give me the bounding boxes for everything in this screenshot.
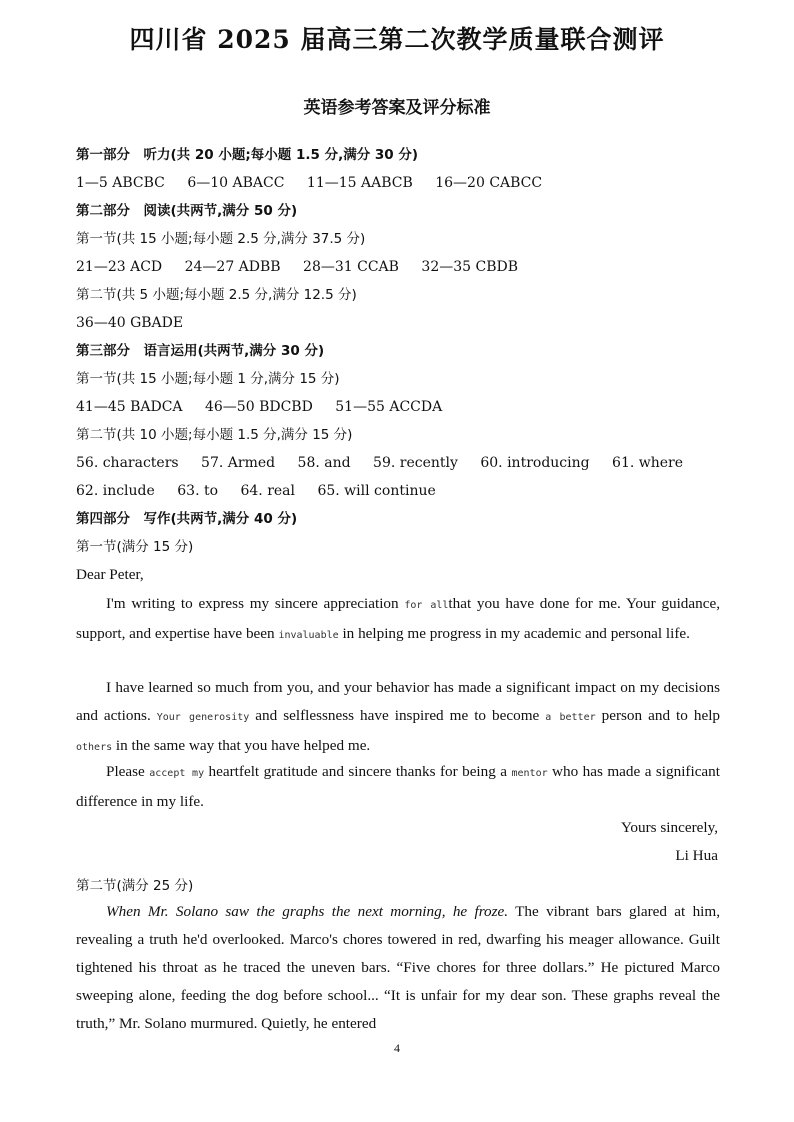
answer-item: 65. will continue xyxy=(317,483,436,499)
answer-group: 41—45 BADCA xyxy=(76,399,183,415)
part3-sec1-answers xyxy=(76,397,460,417)
text: and selflessness have inspired me to become xyxy=(249,707,546,724)
part3-sec1-header: 第一节(共 15 小题;每小题 1 分,满分 15 分) xyxy=(76,371,340,387)
answer-item: 57. Armed xyxy=(201,455,276,471)
text: in helping me progress in my academic and personal life. xyxy=(338,625,690,642)
handwritten-insert: Your generosity xyxy=(156,712,250,723)
part3-sec2-header: 第二节(共 10 小题;每小题 1.5 分,满分 15 分) xyxy=(76,427,353,443)
answer-item: 58. and xyxy=(297,455,351,471)
text: in the same way that you have helped me. xyxy=(112,737,371,754)
answer-group: 51—55 ACCDA xyxy=(335,399,443,415)
story-text: The vibrant bars glared at him, revealing a truth he'd overlooked. Marco's chores towered in red, dwarfing his meager allowance. Guilt tightened his throat as he traced the uneven bars. “Five chores for three dollars.” He pictured Marco sweeping alone, feeding the dog before school... “It is unfair for my dear son. These graphs reveal the truth,” Mr. Solano murmured. Quietly, he entered xyxy=(76,903,720,1032)
answer-group: 6—10 ABACC xyxy=(187,175,285,191)
letter-paragraph-1 xyxy=(76,590,720,650)
text: person and to help xyxy=(595,707,721,724)
answer-item: 59. recently xyxy=(373,455,458,471)
handwritten-insert: mentor xyxy=(511,768,548,779)
page-title: 四川省 2025 届高三第二次教学质量联合测评 xyxy=(129,25,665,54)
answer-item: 63. to xyxy=(177,483,219,499)
page-number: 4 xyxy=(394,1041,400,1055)
answer-item: 56. characters xyxy=(76,455,179,471)
handwritten-insert: a better xyxy=(545,712,596,723)
part1-answers xyxy=(76,173,560,193)
part3-sec2-row1 xyxy=(76,453,701,473)
text: I'm writing to express my sincere appreciation xyxy=(106,595,405,612)
answer-item: 60. introducing xyxy=(480,455,590,471)
answer-group: 16—20 CABCC xyxy=(435,175,543,191)
part2-sec2-header: 第二节(共 5 小题;每小题 2.5 分,满分 12.5 分) xyxy=(76,287,357,303)
part4-header: 第四部分 写作(共两节,满分 40 分) xyxy=(76,511,298,527)
letter-paragraph-3 xyxy=(76,758,720,816)
text: I have learned so much from you, and your behavior has made a significant impact on my decisions and actions. xyxy=(76,679,720,724)
text: that you have done for me. Your guidance, support, and expertise have been xyxy=(76,595,720,642)
answer-group: 46—50 BDCBD xyxy=(204,399,313,415)
part2-sec1-answers xyxy=(76,257,536,277)
answer-group: 11—15 AABCB xyxy=(306,175,413,191)
part4-sec2-header: 第二节(满分 25 分) xyxy=(76,878,194,894)
text: Please xyxy=(106,763,150,780)
answer-item: 62. include xyxy=(76,483,155,499)
part2-header: 第二部分 阅读(共两节,满分 50 分) xyxy=(76,203,298,219)
part3-sec2-row2 xyxy=(76,481,454,501)
text: who has made a significant difference in my life. xyxy=(76,763,720,810)
page-subtitle: 英语参考答案及评分标准 xyxy=(303,98,491,118)
handwritten-insert: accept my xyxy=(149,768,205,779)
part4-sec1-header: 第一节(满分 15 分) xyxy=(76,539,194,555)
letter-salutation: Dear Peter, xyxy=(76,566,144,583)
answer-group: 28—31 CCAB xyxy=(303,259,399,275)
answer-group: 21—23 ACD xyxy=(76,259,163,275)
letter-signature: Li Hua xyxy=(675,847,718,864)
answer-group: 24—27 ADBB xyxy=(184,259,281,275)
answer-item: 61. where xyxy=(612,455,684,471)
letter-paragraph-2 xyxy=(76,674,720,762)
answer-item: 64. real xyxy=(240,483,296,499)
part1-header: 第一部分 听力(共 20 小题;每小题 1.5 分,满分 30 分) xyxy=(76,147,419,163)
text: heartfelt gratitude and sincere thanks for being a xyxy=(204,763,512,780)
story-paragraph xyxy=(76,898,720,1038)
handwritten-insert: others xyxy=(76,742,113,753)
answer-group: 1—5 ABCBC xyxy=(76,175,165,191)
answer-group: 32—35 CBDB xyxy=(421,259,518,275)
story-opening: When Mr. Solano saw the graphs the next morning, he froze. xyxy=(106,903,509,920)
part3-header: 第三部分 语言运用(共两节,满分 30 分) xyxy=(76,343,325,359)
part2-sec1-header: 第一节(共 15 小题;每小题 2.5 分,满分 37.5 分) xyxy=(76,231,366,247)
letter-closing: Yours sincerely, xyxy=(620,819,718,836)
part2-sec2-answers: 36—40 GBADE xyxy=(76,315,184,331)
handwritten-insert: for all xyxy=(404,600,449,611)
handwritten-insert: invaluable xyxy=(278,630,339,641)
